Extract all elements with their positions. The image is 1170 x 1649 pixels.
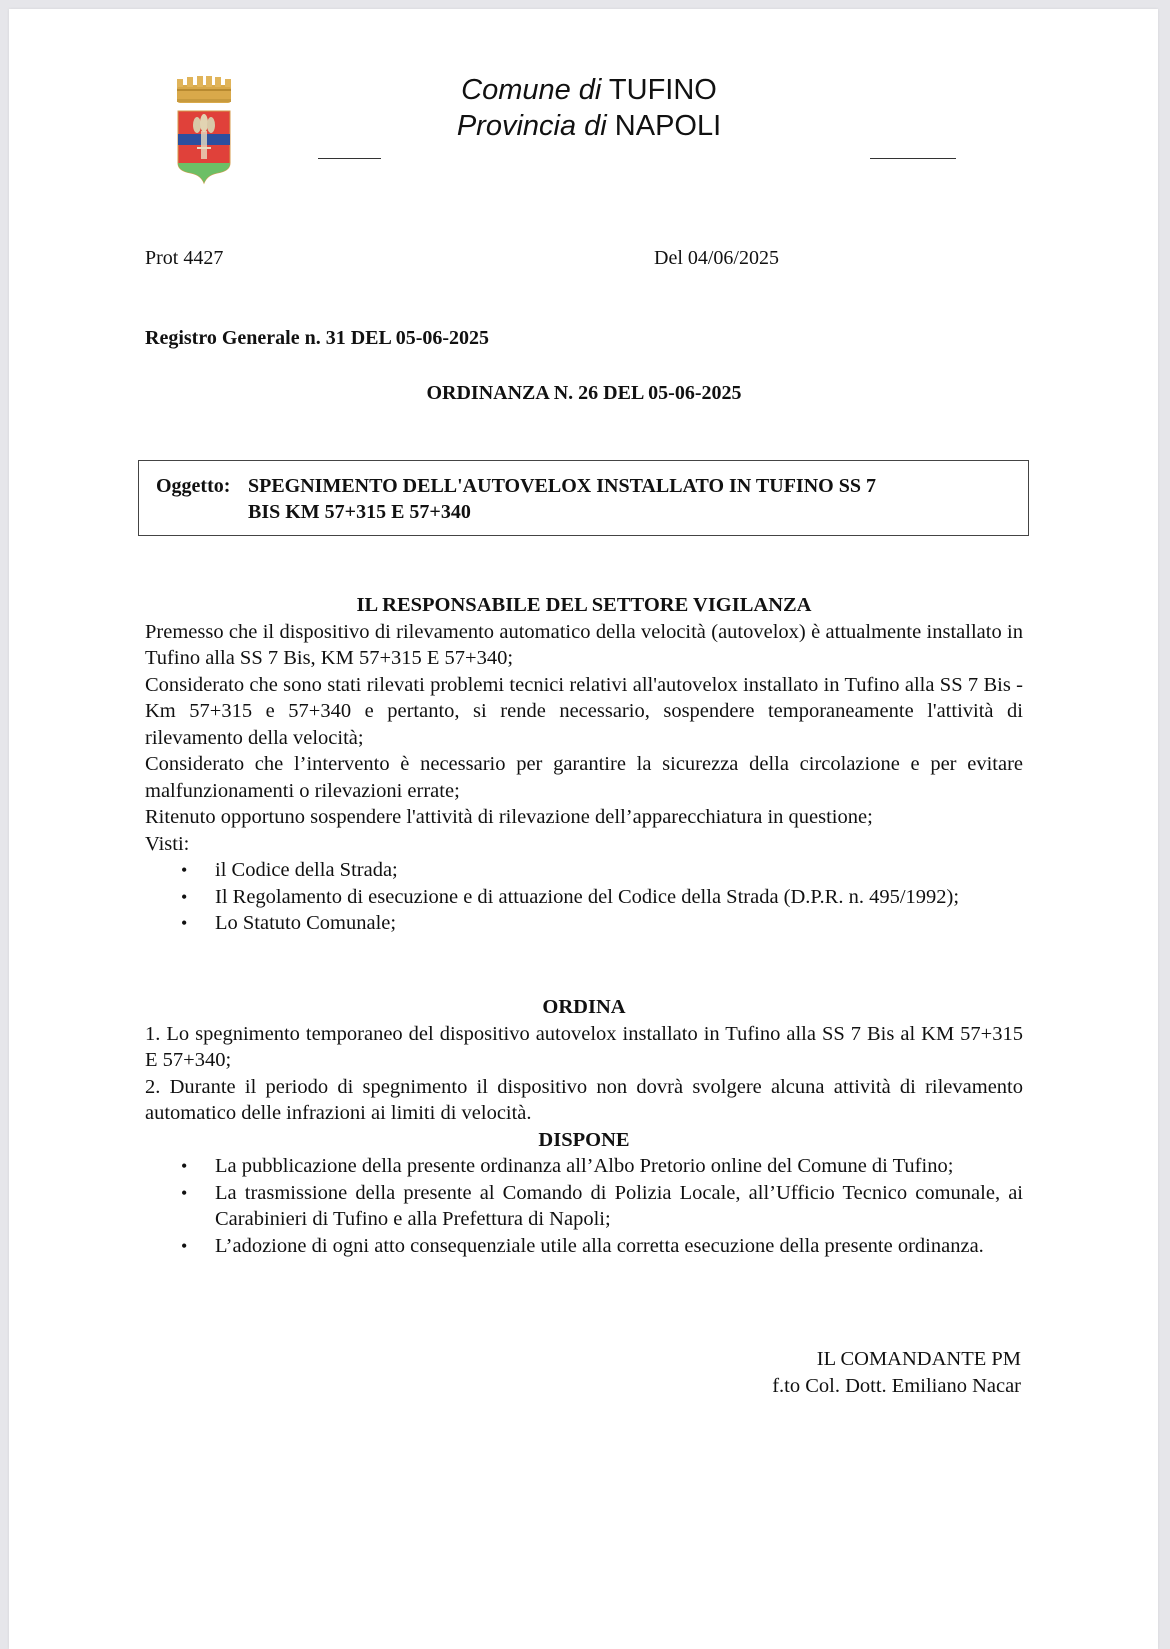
provincia-title bbox=[309, 108, 869, 144]
bullet-icon: • bbox=[181, 1156, 188, 1176]
bullet-icon: • bbox=[181, 1235, 188, 1256]
bullet-icon: • bbox=[181, 860, 188, 880]
preamble-paragraph: Ritenuto opportuno sospendere l'attività di rilevazione dell’apparecchiatura in questione; bbox=[145, 806, 873, 828]
signature-title: IL COMANDANTE PM bbox=[816, 1348, 1021, 1370]
preamble-paragraph: Considerato che sono stati rilevati problemi tecnici relativi all'autovelox installato in Tufino alla SS 7 Bis - Km 57+315 e 57+340 e pertanto, si rende necessario, sospendere temporaneamente l'attività di rilevamento della velocità; bbox=[145, 673, 1023, 749]
list-item-text: Il Regolamento di esecuzione e di attuazione del Codice della Strada (D.P.R. n. 495/1992); bbox=[215, 885, 960, 908]
list-item bbox=[145, 857, 1023, 884]
list-item-text: La pubblicazione della presente ordinanza all’Albo Pretorio online del Comune di Tufino; bbox=[215, 1155, 954, 1177]
ordina-item: 1. Lo spegnimento temporaneo del dispositivo autovelox installato in Tufino alla SS 7 Bis al KM 57+315 E 57+340; bbox=[145, 1022, 1023, 1071]
comune-coat-of-arms-icon bbox=[173, 71, 235, 187]
ordinance-number: ORDINANZA N. 26 DEL 05-06-2025 bbox=[426, 382, 742, 404]
subject-text bbox=[156, 473, 1016, 525]
comune-label: Comune di bbox=[461, 74, 602, 106]
subject-box bbox=[138, 460, 1029, 536]
preamble-heading: IL RESPONSABILE DEL SETTORE VIGILANZA bbox=[356, 594, 812, 616]
comune-title bbox=[309, 72, 869, 108]
visti-label: Visti: bbox=[145, 832, 190, 855]
list-item bbox=[145, 1180, 1023, 1233]
list-item bbox=[145, 884, 1023, 911]
ordina-heading: ORDINA bbox=[542, 996, 626, 1018]
dispone-heading: DISPONE bbox=[538, 1128, 630, 1151]
list-item-text: il Codice della Strada; bbox=[215, 859, 398, 881]
bullet-icon: • bbox=[181, 913, 188, 933]
protocol-number: Prot 4427 bbox=[145, 247, 224, 269]
signature-name: f.to Col. Dott. Emiliano Nacar bbox=[772, 1375, 1021, 1397]
subject-label: Oggetto: bbox=[156, 475, 231, 497]
subject-line-2: BIS KM 57+315 E 57+340 bbox=[248, 501, 471, 523]
list-item bbox=[145, 1153, 1023, 1180]
bullet-icon: • bbox=[181, 1182, 188, 1203]
list-item-text: La trasmissione della presente al Comando di Polizia Locale, all’Ufficio Tecnico comunale, ai Carabinieri di Tufino e alla Prefettura di Napoli; bbox=[215, 1181, 1023, 1230]
preamble-section bbox=[145, 592, 1023, 937]
preamble-paragraph: Premesso che il dispositivo di rilevamento automatico della velocità (autovelox) è attualmente installato in Tufino alla SS 7 Bis, KM 57+315 E 57+340; bbox=[145, 620, 1023, 669]
document-page bbox=[9, 9, 1158, 1649]
ordina-item: 2. Durante il periodo di spegnimento il dispositivo non dovrà svolgere alcuna attività di rilevamento automatico delle infrazioni ai limiti di velocità. bbox=[145, 1075, 1023, 1124]
list-item bbox=[145, 1233, 1023, 1260]
ordina-section bbox=[145, 994, 1023, 1259]
registry-number: Registro Generale n. 31 DEL 05-06-2025 bbox=[145, 327, 490, 349]
dispone-list bbox=[145, 1153, 1023, 1259]
protocol-date: Del 04/06/2025 bbox=[654, 247, 779, 269]
list-item bbox=[145, 910, 1023, 937]
signature-block bbox=[772, 1346, 1021, 1400]
preamble-paragraph: Considerato che l’intervento è necessario per garantire la sicurezza della circolazione e per evitare malfunzionamenti o rilevazioni errate; bbox=[145, 753, 1023, 802]
header-rule-left bbox=[318, 158, 381, 159]
comune-name: TUFINO bbox=[608, 74, 717, 106]
provincia-name: NAPOLI bbox=[614, 110, 722, 142]
provincia-label: Provincia di bbox=[456, 110, 607, 142]
bullet-icon: • bbox=[181, 886, 188, 907]
subject-line-1: SPEGNIMENTO DELL'AUTOVELOX INSTALLATO IN TUFINO SS 7 bbox=[248, 475, 876, 497]
visti-list bbox=[145, 857, 1023, 937]
list-item-text: L’adozione di ogni atto consequenziale utile alla corretta esecuzione della presente ordinanza. bbox=[215, 1234, 984, 1257]
list-item-text: Lo Statuto Comunale; bbox=[215, 912, 397, 934]
header-rule-right bbox=[870, 158, 956, 159]
